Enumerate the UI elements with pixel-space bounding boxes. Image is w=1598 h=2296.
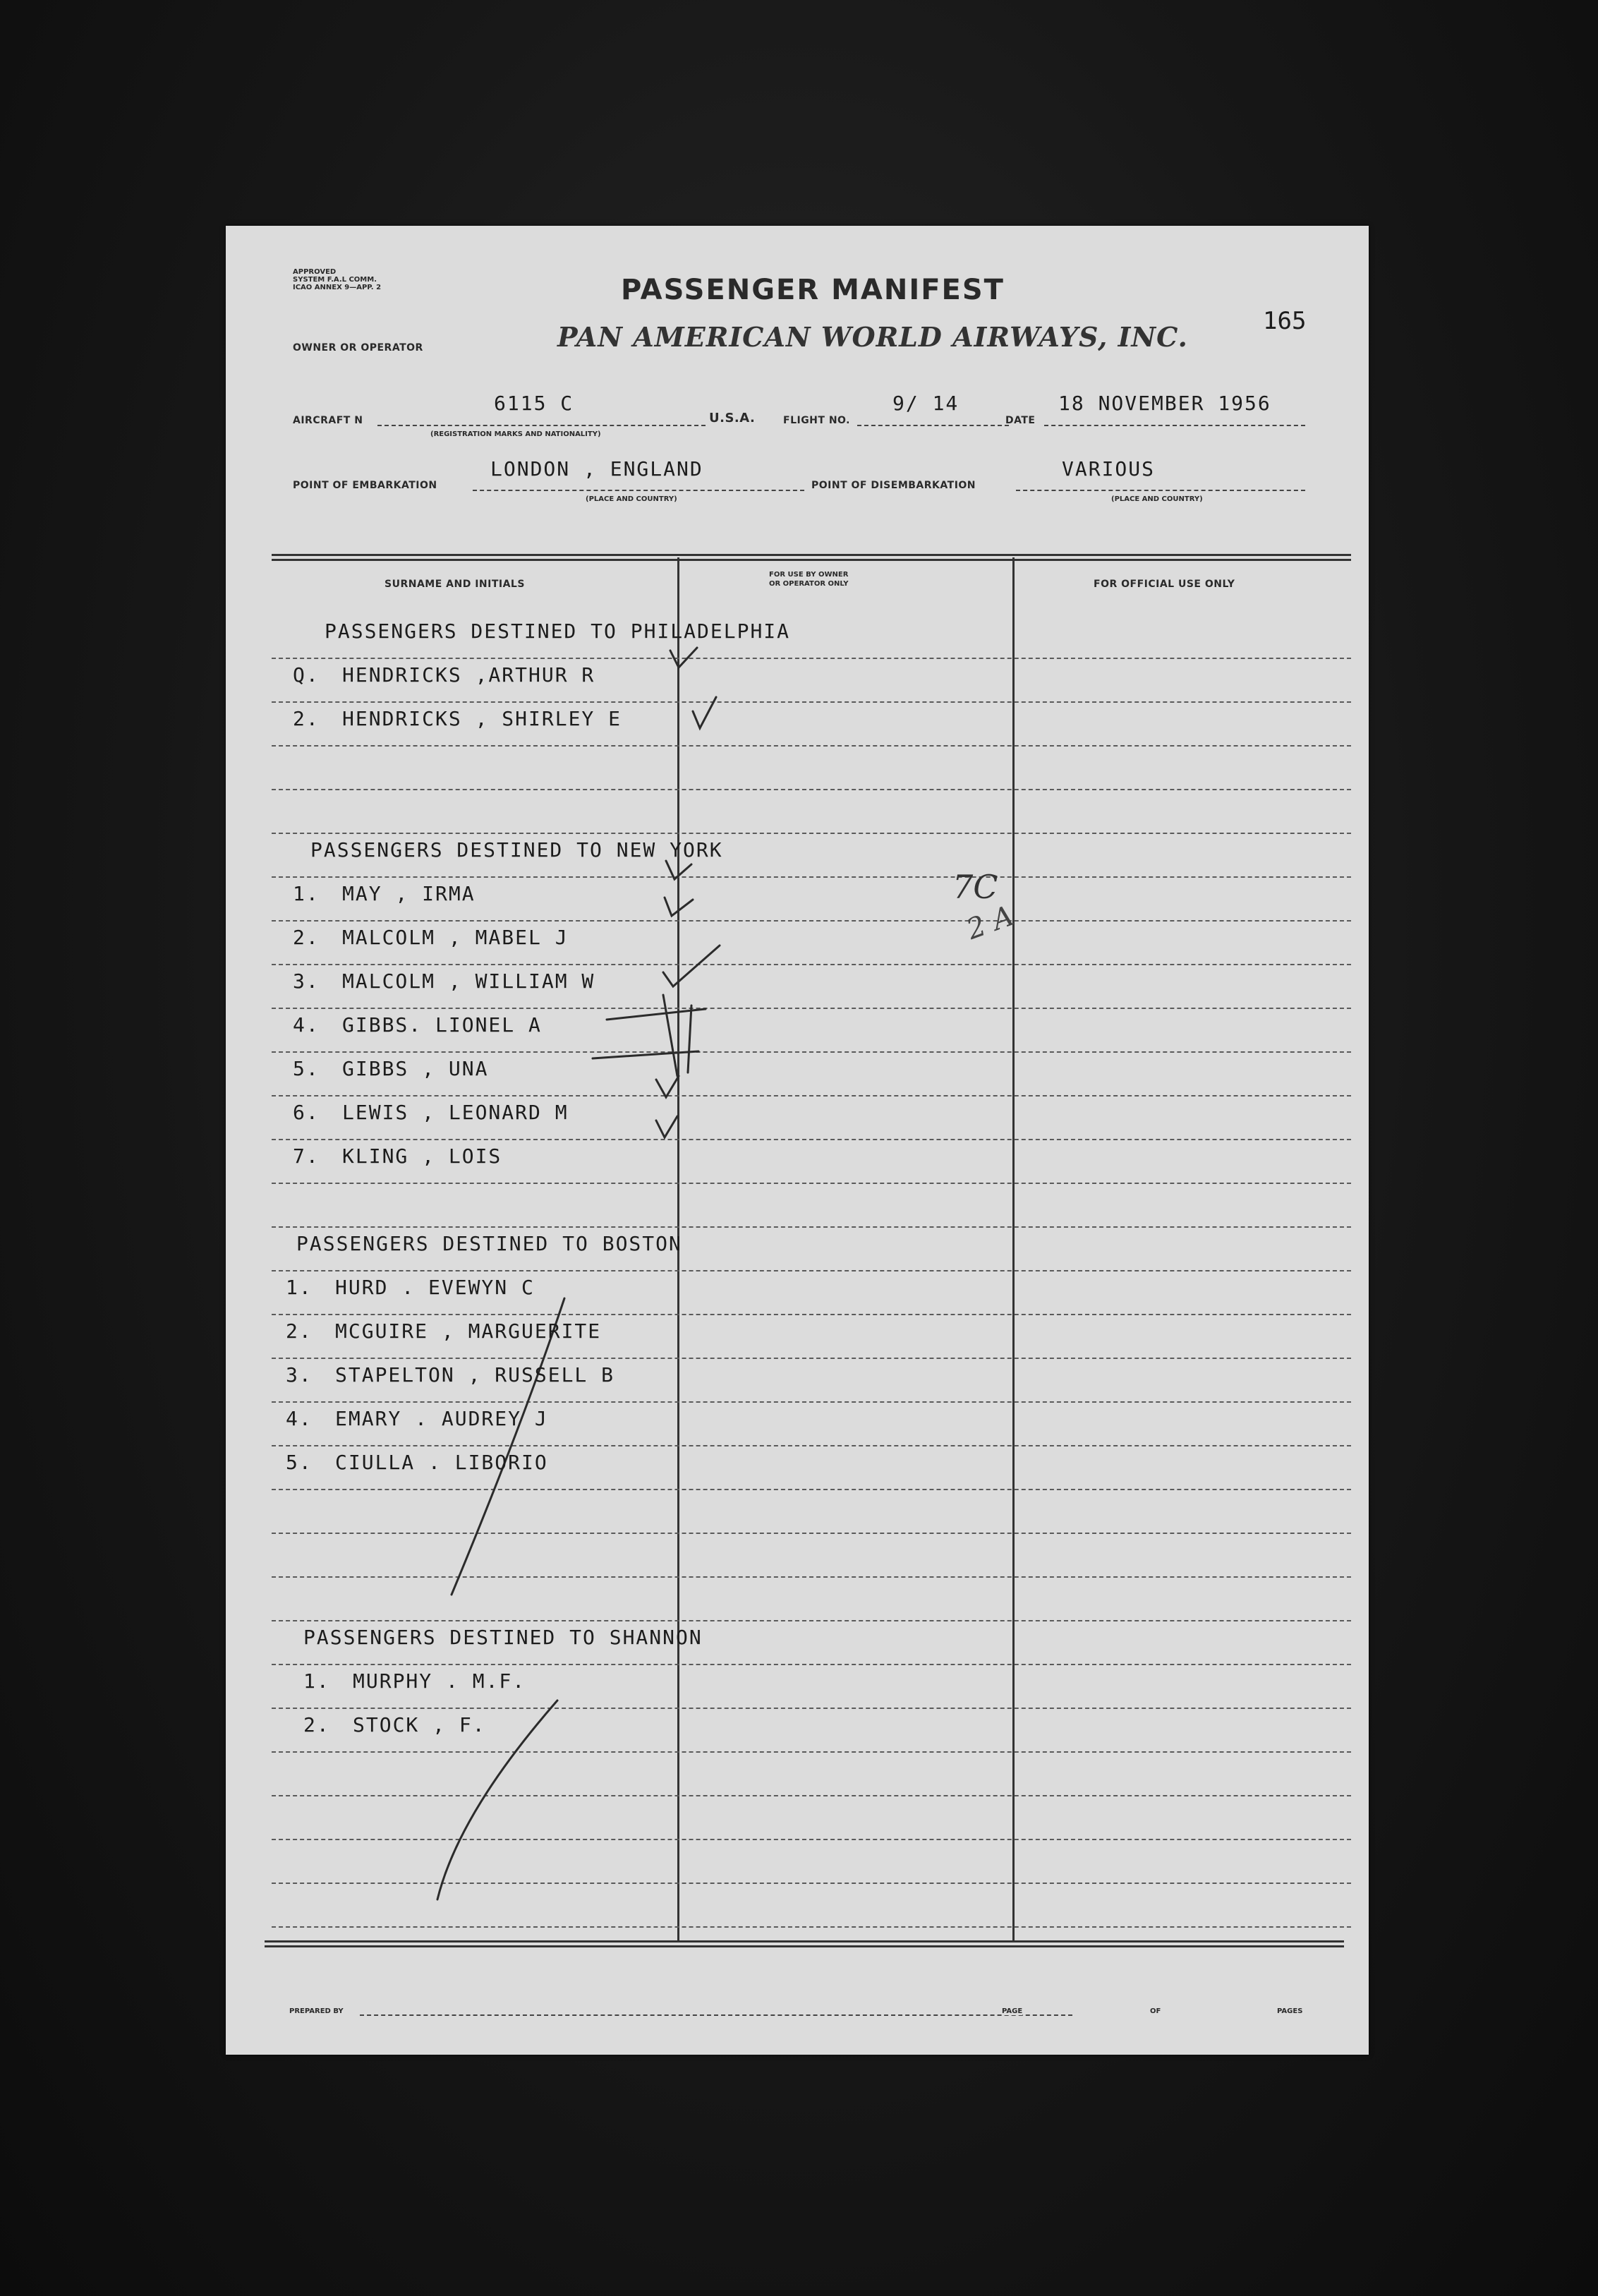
registration-note: (REGISTRATION MARKS AND NATIONALITY) [430,430,601,438]
passenger-name: MALCOLM , WILLIAM W [342,969,595,993]
passenger-name: MURPHY . M.F. [353,1669,526,1693]
column-header-official: FOR OFFICIAL USE ONLY [1094,579,1235,590]
passenger-number: 2. [303,1713,330,1736]
aircraft-label: AIRCRAFT N [293,415,363,426]
passenger-number: 2. [293,707,320,730]
passenger-number: 4. [293,1013,320,1037]
passenger-number: 6. [293,1101,320,1124]
section-heading: PASSENGERS DESTINED TO NEW YORK [310,838,723,862]
disembarkation-note: (PLACE AND COUNTRY) [1111,495,1203,503]
disembarkation-value: VARIOUS [1062,457,1156,481]
passenger-name: HENDRICKS , SHIRLEY E [342,707,622,730]
flight-no-label: FLIGHT NO. [783,415,850,426]
page-number: 165 [1263,307,1307,335]
handwriting-layer [226,226,1369,2055]
passenger-number: 3. [286,1363,313,1386]
passenger-name: HENDRICKS ,ARTHUR R [342,663,595,687]
passenger-number: 4. [286,1407,313,1430]
passenger-name: GIBBS. LIONEL A [342,1013,542,1037]
bracket-line-icon [452,1298,564,1595]
checkmark-icon [670,648,697,667]
of-label: OF [1150,2007,1161,2015]
section-heading: PASSENGERS DESTINED TO SHANNON [303,1626,703,1649]
date-label: DATE [1005,415,1036,426]
checkmark-icon [665,898,693,916]
embarkation-value: LONDON , ENGLAND [490,457,703,481]
passenger-name: STOCK , F. [353,1713,486,1736]
embarkation-label: POINT OF EMBARKATION [293,480,437,491]
passenger-number: 2. [286,1319,313,1343]
passenger-number: 5. [293,1057,320,1080]
embarkation-note: (PLACE AND COUNTRY) [586,495,677,503]
checkmark-icon [663,945,720,986]
passenger-name: CIULLA . LIBORIO [335,1451,548,1474]
passenger-name: MAY , IRMA [342,882,476,905]
aircraft-value: 6115 C [494,392,574,415]
approval-line-3: ICAO ANNEX 9—APP. 2 [293,284,382,291]
passenger-number: 3. [293,969,320,993]
passenger-name: HURD . EVEWYN C [335,1276,535,1299]
passenger-name: GIBBS , UNA [342,1057,489,1080]
prepared-by-label: PREPARED BY [289,2007,344,2015]
usa-label: U.S.A. [709,411,756,425]
manifest-page [226,226,1369,2055]
passenger-number: 1. [286,1276,313,1299]
section-heading: PASSENGERS DESTINED TO PHILADELPHIA [325,620,791,643]
passenger-name: LEWIS , LEONARD M [342,1101,569,1124]
passenger-number: 1. [303,1669,330,1693]
strike-mark-icon [593,995,706,1076]
page-title: PASSENGER MANIFEST [621,274,1005,306]
column-header-owner-line-2: OR OPERATOR ONLY [769,580,849,588]
checkmark-icon [693,697,716,728]
passenger-number: 2. [293,926,320,949]
passenger-name: MALCOLM , MABEL J [342,926,569,949]
passenger-number: Q. [293,663,320,687]
column-header-owner-line-1: FOR USE BY OWNER [769,571,849,579]
pages-label: PAGES [1277,2007,1303,2015]
passenger-name: STAPELTON , RUSSELL B [335,1363,615,1386]
page-label: PAGE [1002,2007,1023,2015]
approval-line-2: SYSTEM F.A.L COMM. [293,276,377,284]
date-value: 18 NOVEMBER 1956 [1058,392,1271,415]
owner-label: OWNER OR OPERATOR [293,342,423,354]
passenger-number: 5. [286,1451,313,1474]
column-header-name: SURNAME AND INITIALS [385,579,525,590]
passenger-name: EMARY . AUDREY J [335,1407,548,1430]
checkmark-icon [656,1116,677,1137]
handwritten-note-1: 7C [952,868,998,906]
passenger-name: MCGUIRE , MARGUERITE [335,1319,602,1343]
passenger-number: 7. [293,1144,320,1168]
checkmark-icon [666,861,691,879]
handwritten-note-2: 2 A [962,899,1018,947]
airline-name: PAN AMERICAN WORLD AIRWAYS, INC. [557,321,1188,353]
disembarkation-label: POINT OF DISEMBARKATION [811,480,976,491]
flight-no-value: 9/ 14 [892,392,960,415]
checkmark-icon [656,1076,679,1097]
approval-line-1: APPROVED [293,268,337,276]
passenger-number: 1. [293,882,320,905]
section-heading: PASSENGERS DESTINED TO BOSTON [296,1232,682,1255]
passenger-name: KLING , LOIS [342,1144,502,1168]
